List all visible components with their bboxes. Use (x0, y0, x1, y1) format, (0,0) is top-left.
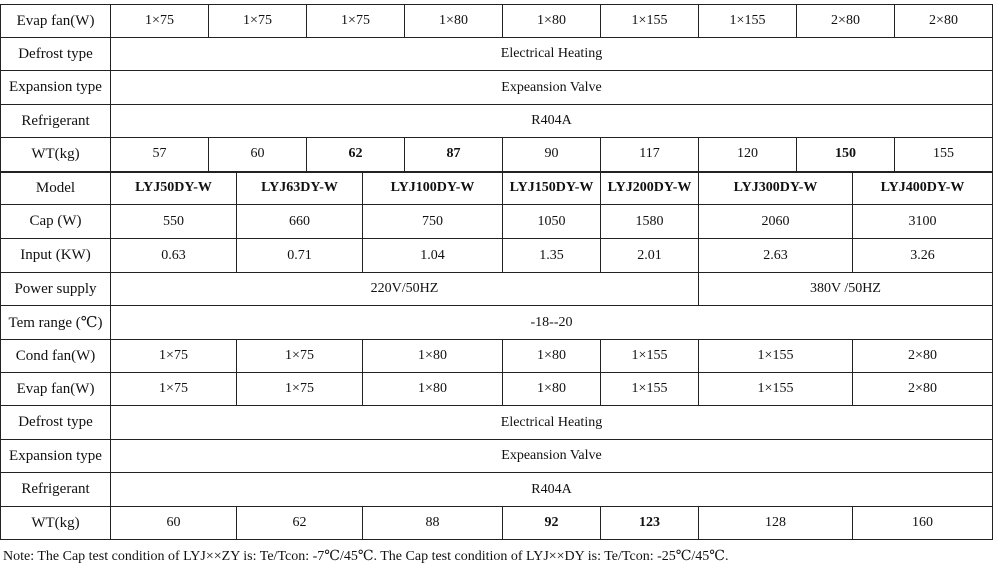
cell: LYJ300DY-W (699, 172, 853, 205)
row-defrost-top (1, 38, 993, 71)
row-cond-fan (1, 340, 993, 373)
row-expansion-top (1, 71, 993, 105)
row-label: Expansion type (1, 71, 111, 105)
row-expansion (1, 440, 993, 473)
cell: 92 (503, 507, 601, 540)
cell: 1×155 (601, 340, 699, 373)
cell: R404A (111, 473, 993, 507)
row-label: Evap fan(W) (1, 373, 111, 406)
cell: 380V /50HZ (699, 273, 993, 306)
row-power-supply (1, 273, 993, 306)
row-label: Power supply (1, 273, 111, 306)
cell: 160 (853, 507, 993, 540)
cell: 550 (111, 205, 237, 239)
cell: R404A (111, 105, 993, 138)
cell: 62 (307, 138, 405, 172)
cell: 750 (363, 205, 503, 239)
row-label: Refrigerant (1, 105, 111, 138)
row-label: Refrigerant (1, 473, 111, 507)
cell: 62 (237, 507, 363, 540)
cell: 1×155 (601, 5, 699, 38)
cell: LYJ200DY-W (601, 172, 699, 205)
cell: 1×75 (237, 373, 363, 406)
row-wt-top (1, 138, 993, 172)
row-label: Defrost type (1, 38, 111, 71)
row-input (1, 239, 993, 273)
cell: 1×155 (699, 340, 853, 373)
cell: 150 (797, 138, 895, 172)
row-label: Cap (W) (1, 205, 111, 239)
row-refrigerant (1, 473, 993, 507)
cell: 1.35 (503, 239, 601, 273)
cell: 60 (209, 138, 307, 172)
cell: 1×155 (699, 373, 853, 406)
cell: 2×80 (853, 340, 993, 373)
cell: 88 (363, 507, 503, 540)
cell: 1×80 (405, 5, 503, 38)
cell: 120 (699, 138, 797, 172)
spec-table (0, 4, 993, 540)
footnote: Note: The Cap test condition of LYJ××ZY is: Te/Tcon: -7℃/45℃. The Cap test condition of LYJ××DY is: Te/Tcon: -25℃/45℃. (3, 549, 729, 564)
cell: 60 (111, 507, 237, 540)
cell: 1×155 (699, 5, 797, 38)
cell: 2.63 (699, 239, 853, 273)
row-label: WT(kg) (1, 138, 111, 172)
cell: 87 (405, 138, 503, 172)
cell: 0.63 (111, 239, 237, 273)
cell: LYJ50DY-W (111, 172, 237, 205)
row-evap-fan (1, 373, 993, 406)
cell: 123 (601, 507, 699, 540)
row-label: Cond fan(W) (1, 340, 111, 373)
cell: 117 (601, 138, 699, 172)
row-label: Defrost type (1, 406, 111, 440)
cell: LYJ100DY-W (363, 172, 503, 205)
cell: 0.71 (237, 239, 363, 273)
cell: 1×75 (209, 5, 307, 38)
cell: 220V/50HZ (111, 273, 699, 306)
cell: 3100 (853, 205, 993, 239)
cell: Electrical Heating (111, 406, 993, 440)
cell: 1×155 (601, 373, 699, 406)
row-label: Model (1, 172, 111, 205)
row-tem-range (1, 306, 993, 340)
cell: 1×75 (111, 373, 237, 406)
cell: Electrical Heating (111, 38, 993, 71)
cell: 1×80 (363, 340, 503, 373)
cell: 128 (699, 507, 853, 540)
row-label: Evap fan(W) (1, 5, 111, 38)
row-defrost (1, 406, 993, 440)
cell: 90 (503, 138, 601, 172)
cell: 2.01 (601, 239, 699, 273)
cell: 1×75 (111, 340, 237, 373)
row-label: Expansion type (1, 440, 111, 473)
cell: 1×80 (503, 5, 601, 38)
row-label: Input (KW) (1, 239, 111, 273)
cell: Expeansion Valve (111, 440, 993, 473)
cell: 660 (237, 205, 363, 239)
cell: 1×75 (111, 5, 209, 38)
row-model (1, 172, 993, 205)
cell: 1×80 (503, 340, 601, 373)
cell: 57 (111, 138, 209, 172)
cell: 1×75 (237, 340, 363, 373)
cell: 2×80 (797, 5, 895, 38)
cell: 2×80 (895, 5, 993, 38)
cell: LYJ400DY-W (853, 172, 993, 205)
cell: 1580 (601, 205, 699, 239)
cell: 1050 (503, 205, 601, 239)
row-label: Tem range (℃) (1, 306, 111, 340)
cell: 1.04 (363, 239, 503, 273)
cell: 2×80 (853, 373, 993, 406)
cell: 3.26 (853, 239, 993, 273)
cell: LYJ63DY-W (237, 172, 363, 205)
cell: Expeansion Valve (111, 71, 993, 105)
row-refrigerant-top (1, 105, 993, 138)
cell: 2060 (699, 205, 853, 239)
row-wt (1, 507, 993, 540)
cell: 155 (895, 138, 993, 172)
cell: 1×80 (503, 373, 601, 406)
cell: LYJ150DY-W (503, 172, 601, 205)
cell: -18--20 (111, 306, 993, 340)
row-evap-fan-top (1, 5, 993, 38)
cell: 1×75 (307, 5, 405, 38)
row-label: WT(kg) (1, 507, 111, 540)
cell: 1×80 (363, 373, 503, 406)
row-cap (1, 205, 993, 239)
